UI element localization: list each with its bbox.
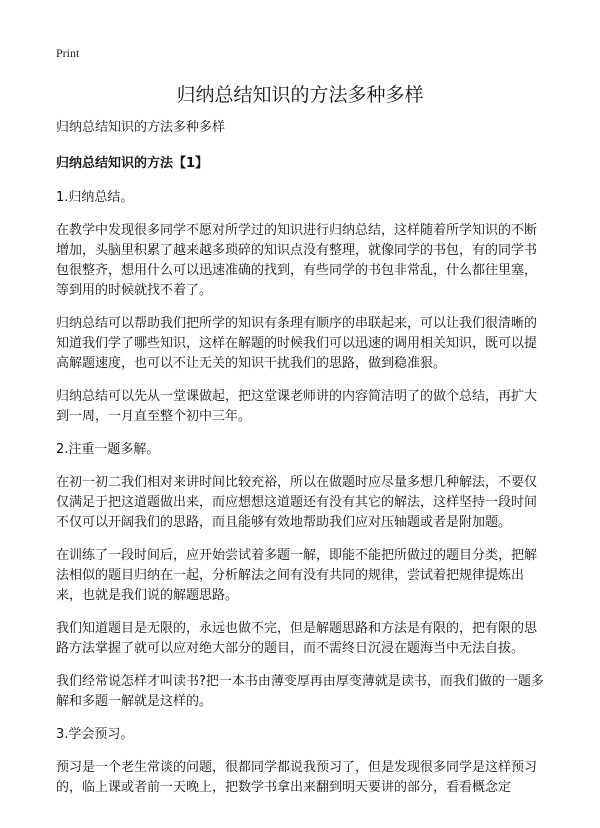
article-body	[56, 118, 548, 811]
article-blocks	[56, 188, 548, 798]
section-heading: 1.归纳总结。	[56, 190, 134, 205]
paragraph: 预习是一个老生常谈的问题，很都同学都说我预习了，但是发现很多同学是这样预习的，临上课或者前一天晚上，把数学书拿出来翻到明天要讲的部分，看看概念定	[56, 760, 538, 795]
section-title: 归纳总结知识的方法【1】	[56, 156, 209, 171]
print-link[interactable]: Print	[56, 46, 80, 60]
page-title: 归纳总结知识的方法多种多样	[176, 84, 424, 106]
paragraph: 我们知道题目是无限的，永远也做不完，但是解题思路和方法是有限的，把有限的思路方法掌握了就可以应对绝大部分的题目，而不需终日沉浸在题海当中无法自拔。	[56, 621, 538, 656]
paragraph: 在教学中发现很多同学不愿对所学过的知识进行归纳总结，这样随着所学知识的不断增加，头脑里积累了越来越多琐碎的知识点没有整理，就像同学的书包，有的同学书包很整齐，想用什么可以迅速准确的找到，有些同学的书包非常乱，什么都往里塞，等到用的时候就找不着了。	[56, 223, 538, 298]
paragraph: 归纳总结可以帮助我们把所学的知识有条理有顺序的串联起来，可以让我们很清晰的知道我们学了哪些知识，这样在解题的时候我们可以迅速的调用相关知识，既可以提高解题速度，也可以不让无关的知识干扰我们的思路，做到稳准狠。	[56, 316, 538, 371]
section-heading: 2.注重一题多解。	[56, 442, 160, 457]
paragraph: 在初一初二我们相对来讲时间比较充裕，所以在做题时应尽量多想几种解法，不要仅仅满足于把这道题做出来，而应想想这道题还有没有其它的解法，这样坚持一段时间不仅可以开阔我们的思路，而且能够有效地帮助我们应对压轴题或者是附加题。	[56, 475, 538, 530]
paragraph: 归纳总结可以先从一堂课做起，把这堂课老师讲的内容简洁明了的做个总结，再扩大到一周，一月直至整个初中三年。	[56, 389, 538, 424]
paragraph: 我们经常说怎样才叫读书?把一本书由薄变厚再由厚变薄就是读书，而我们做的一题多解和多题一解就是这样的。	[56, 674, 544, 709]
section-heading: 3.学会预习。	[56, 727, 134, 742]
paragraph: 在训练了一段时间后，应开始尝试着多题一解，即能不能把所做过的题目分类，把解法相似的题目归纳在一起，分析解法之间有没有共同的规律，尝试着把规律提炼出来，也就是我们说的解题思路。	[56, 548, 538, 603]
article-subtitle: 归纳总结知识的方法多种多样	[56, 120, 226, 135]
